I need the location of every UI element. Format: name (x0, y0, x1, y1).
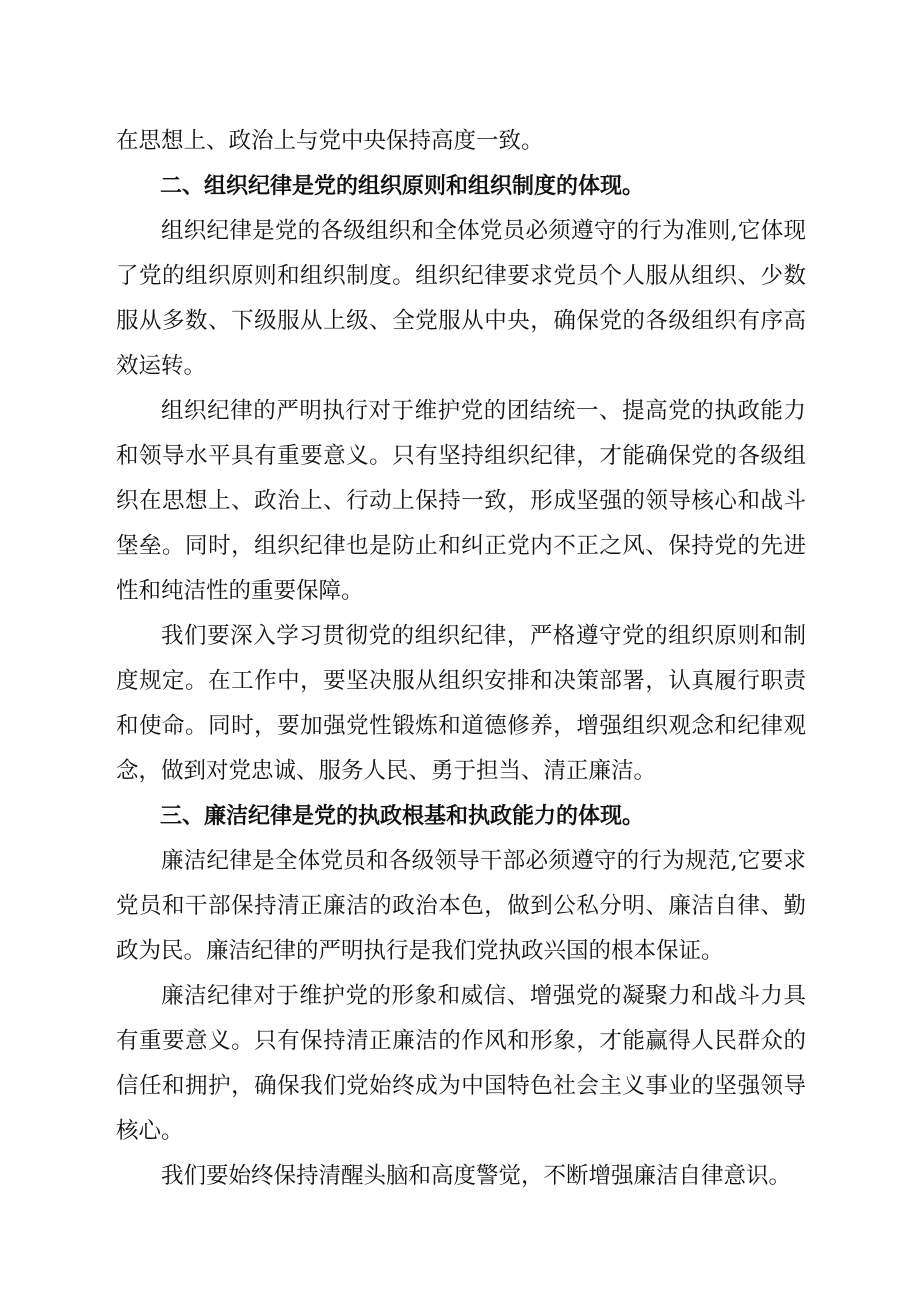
document-body (116, 119, 806, 1199)
section-heading-integrity-discipline: 三、廉洁纪律是党的执政根基和执政能力的体现。 (160, 804, 645, 829)
body-paragraph: 组织纪律的严明执行对于维护党的团结统一、提高党的执政能力和领导水平具有重要意义。只有坚持组织纪律，才能确保党的各级组织在思想上、政治上、行动上保持一致，形成坚强的领导核心和战斗堡垒。同时，组织纪律也是防止和纠正党内不正之风、保持党的先进性和纯洁性的重要保障。 (116, 398, 806, 604)
body-paragraph: 廉洁纪律对于维护党的形象和威信、增强党的凝聚力和战斗力具有重要意义。只有保持清正廉洁的作风和形象，才能赢得人民群众的信任和拥护，确保我们党始终成为中国特色社会主义事业的坚强领导核心。 (116, 983, 806, 1144)
section-heading-organization-discipline: 二、组织纪律是党的组织原则和组织制度的体现。 (160, 174, 645, 199)
body-paragraph: 廉洁纪律是全体党员和各级领导干部必须遵守的行为规范,它要求党员和干部保持清正廉洁的政治本色，做到公私分明、廉洁自律、勤政为民。廉洁纪律的严明执行是我们党执政兴国的根本保证。 (116, 848, 806, 964)
body-paragraph: 我们要深入学习贯彻党的组织纪律，严格遵守党的组织原则和制度规定。在工作中，要坚决服从组织安排和决策部署，认真履行职责和使命。同时，要加强党性锻炼和道德修养，增强组织观念和纪律观念，做到对党忠诚、服务人民、勇于担当、清正廉洁。 (116, 623, 806, 784)
paragraph-continuation: 在思想上、政治上与党中央保持高度一致。 (116, 128, 544, 154)
body-paragraph: 我们要始终保持清醒头脑和高度警觉，不断增强廉洁自律意识。 (161, 1163, 792, 1189)
body-paragraph: 组织纪律是党的各级组织和全体党员必须遵守的行为准则,它体现了党的组织原则和组织制度。组织纪律要求党员个人服从组织、少数服从多数、下级服从上级、全党服从中央，确保党的各级组织有序高效运转。 (116, 218, 806, 379)
